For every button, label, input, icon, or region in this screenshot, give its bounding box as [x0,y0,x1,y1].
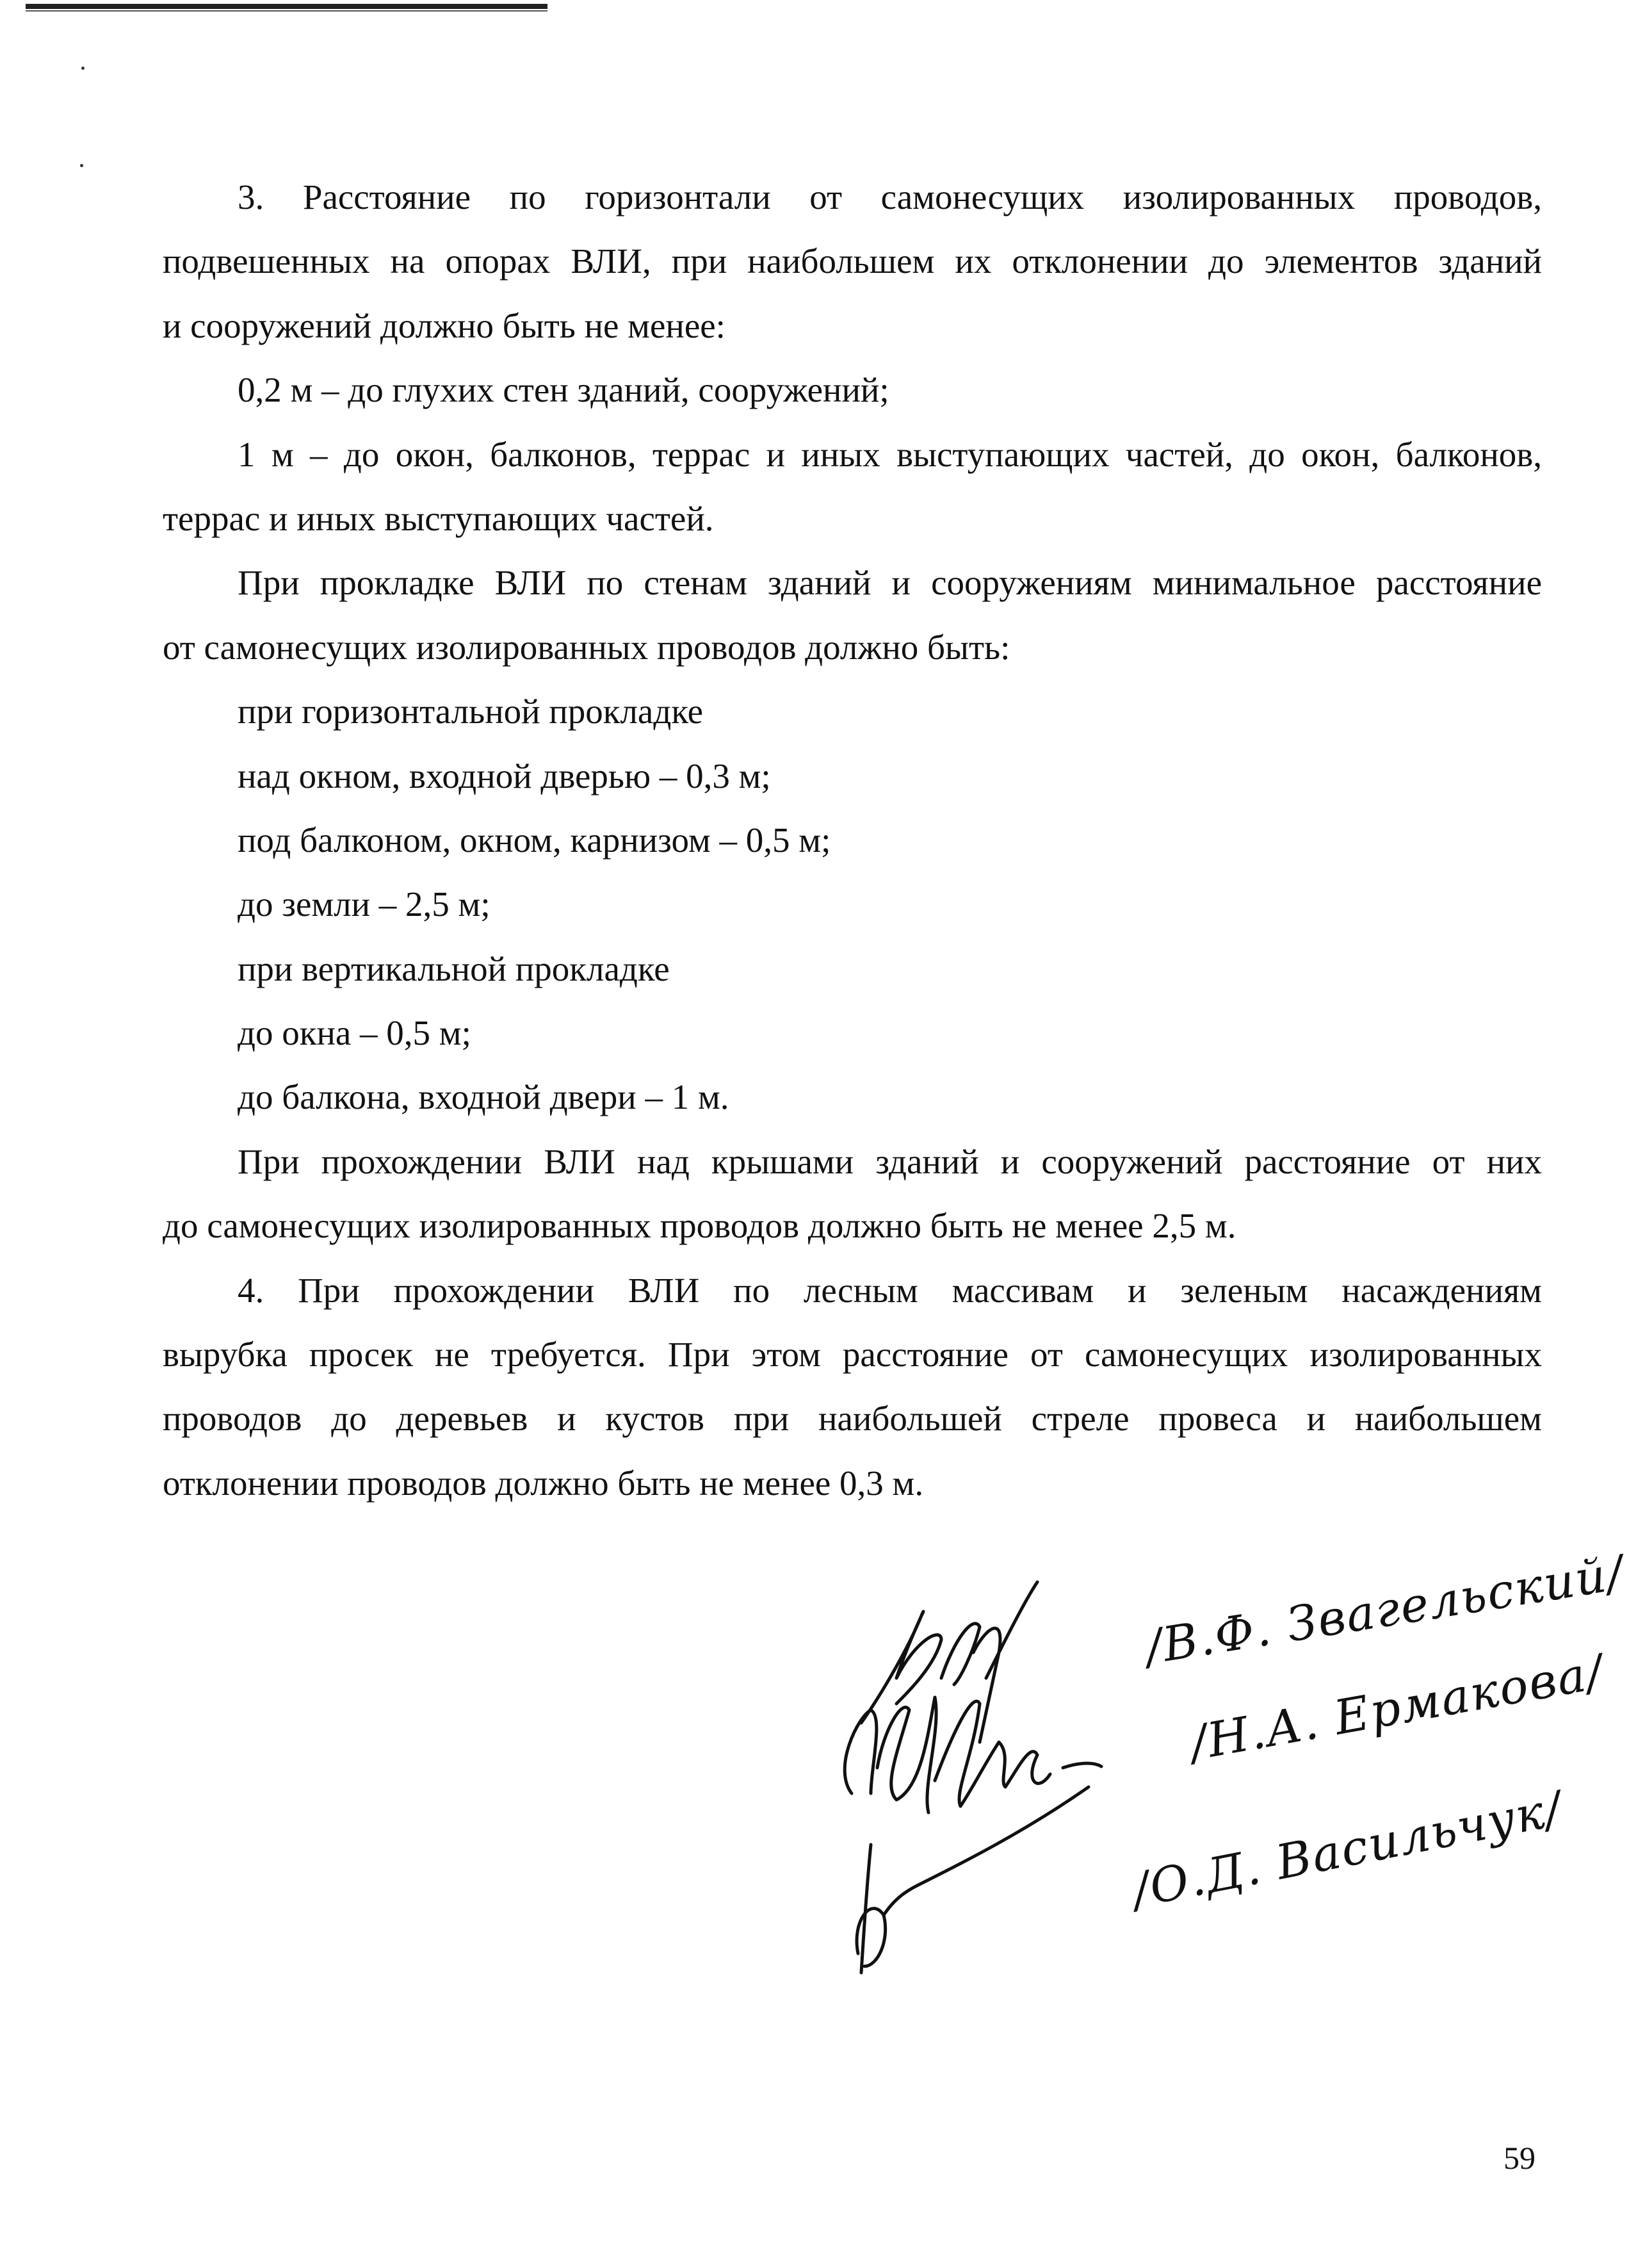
paragraph-line: при вертикальной прокладке [238,949,670,988]
paragraph-line: от самонесущих изолированных проводов должно быть: [163,627,1010,667]
paragraph-line: до земли – 2,5 м; [238,885,490,924]
paragraph-line: террас и иных выступающих частей. [163,498,714,538]
paragraph-line: 1 м – до окон, балконов, террас и иных выступающих частей, до окон, балконов, [238,434,1542,474]
paragraph-line: При прокладке ВЛИ по стенам зданий и сооружениям минимальное расстояние [238,563,1542,603]
paragraph-line: 4. При прохождении ВЛИ по лесным массивам и зеленым насаждениям [238,1270,1542,1310]
signature-1 [861,1582,1037,1742]
paragraph-line: при горизонтальной прокладке [238,692,704,731]
paragraph-line: и сооружений должно быть не менее: [163,306,725,345]
paragraph-line: до балкона, входной двери – 1 м. [238,1077,729,1117]
paragraph-line: до самонесущих изолированных проводов должно быть не менее 2,5 м. [163,1206,1236,1246]
paragraph-line: 3. Расстояние по горизонтали от самонесущих изолированных проводов, [238,177,1542,216]
signature-2 [845,1697,1101,1813]
paragraph-line: подвешенных на опорах ВЛИ, при наибольшем их отклонении до элементов зданий [163,241,1542,281]
paragraph-line: 0,2 м – до глухих стен зданий, сооружений; [238,370,889,410]
signature-3 [857,1787,1089,1973]
page-number: 59 [1503,2140,1536,2176]
signatory-name-2: /Н.А. Ермакова/ [1186,1644,1609,1772]
signatory-name-1: /В.Ф. Звагельский/ [1142,1545,1628,1676]
signatory-name-3: /О.Д. Васильчук/ [1128,1781,1568,1919]
paragraph-line: под балконом, окном, карнизом – 0,5 м; [238,820,831,860]
paragraph-line: отклонении проводов должно быть не менее 0,3 м. [163,1463,924,1503]
paragraph-line: проводов до деревьев и кустов при наибольшей стреле провеса и наибольшем [163,1399,1542,1439]
paragraph-line: до окна – 0,5 м; [238,1013,471,1053]
paragraph-line: При прохождении ВЛИ над крышами зданий и сооружений расстояние от них [238,1141,1542,1181]
paragraph-line: вырубка просек не требуется. При этом расстояние от самонесущих изолированных [163,1335,1542,1375]
paragraph-line: над окном, входной дверью – 0,3 м; [238,756,771,795]
